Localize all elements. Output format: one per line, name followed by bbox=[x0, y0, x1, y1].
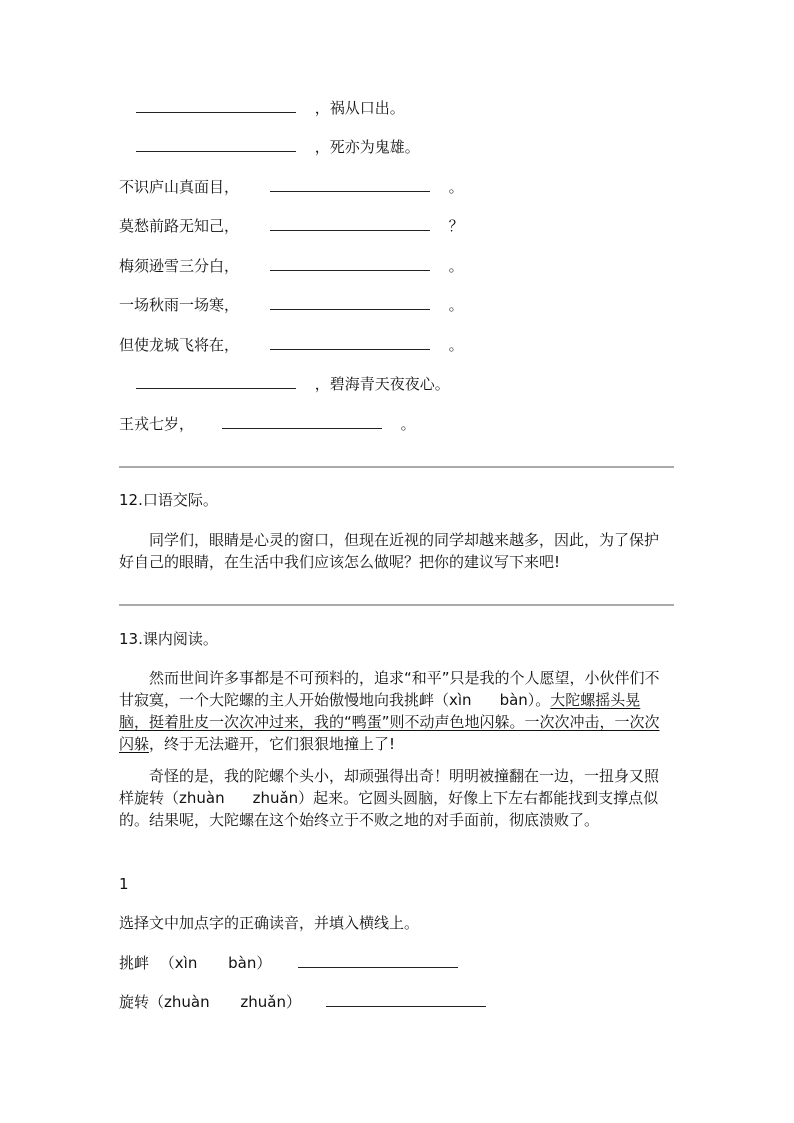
item-word: 旋转 bbox=[119, 993, 150, 1011]
poem-suffix: ？ bbox=[448, 217, 464, 235]
poem-prefix: 莫愁前路无知己， bbox=[119, 217, 240, 235]
poem-prefix: 但使龙城飞将在， bbox=[119, 336, 240, 354]
answer-blank[interactable] bbox=[270, 295, 430, 310]
poem-prefix: 梅须逊雪三分白， bbox=[119, 257, 240, 275]
underlined-text: 大陀螺摇头晃脑，挺着肚皮一次次冲过来，我的“鸭蛋”则不动声色地闪躲。一次次冲击，一次次闪躲 bbox=[119, 691, 660, 753]
poem-suffix: ，碧海青天夜夜心。 bbox=[314, 375, 450, 393]
poem-line-2 bbox=[136, 137, 420, 157]
q13-title: 13.课内阅读。 bbox=[119, 630, 218, 648]
passage-text: ，终于无法避开，它们狠狠地撞上了! bbox=[149, 735, 396, 753]
poem-prefix: 王戎七岁， bbox=[119, 415, 195, 433]
poem-prefix: 一场秋雨一场寒， bbox=[119, 296, 240, 314]
answer-blank[interactable] bbox=[270, 216, 430, 231]
answer-blank[interactable] bbox=[136, 98, 296, 113]
answer-blank[interactable] bbox=[136, 374, 296, 389]
pinyin-item-2 bbox=[119, 992, 486, 1012]
answer-blank[interactable] bbox=[326, 992, 486, 1007]
section-divider bbox=[119, 466, 674, 468]
poem-line-8 bbox=[136, 374, 450, 394]
poem-line-3 bbox=[119, 177, 464, 197]
poem-suffix: ，祸从口出。 bbox=[314, 99, 405, 117]
passage-text: 然而世间许多事都是不可预料的，追求“和平”只是我的个人愿望，小伙伴们不甘寂寞，一个大陀螺的主人开始傲慢地向我挑衅（xìn bbox=[119, 669, 660, 709]
poem-suffix: 。 bbox=[448, 178, 464, 196]
poem-line-6 bbox=[119, 295, 464, 315]
answer-blank[interactable] bbox=[136, 137, 296, 152]
poem-line-7 bbox=[119, 335, 464, 355]
pinyin-option: （xìn bbox=[159, 954, 198, 972]
answer-blank[interactable] bbox=[270, 335, 430, 350]
pinyin-item-1 bbox=[119, 953, 458, 973]
poem-prefix: 不识庐山真面目， bbox=[119, 178, 240, 196]
passage-text: bàn）。 bbox=[499, 691, 551, 709]
item-word: 挑衅 bbox=[119, 954, 150, 972]
passage-text: 奇怪的是，我的陀螺个头小，却顽强得出奇！明明被撞翻在一边，一扭身又照样旋转（zhuàn bbox=[119, 767, 660, 807]
answer-blank[interactable] bbox=[270, 256, 430, 271]
poem-suffix: 。 bbox=[448, 336, 464, 354]
sub-question-number: 1 bbox=[119, 875, 129, 893]
poem-suffix: 。 bbox=[448, 296, 464, 314]
q12-text: 同学们，眼睛是心灵的窗口，但现在近视的同学却越来越多，因此，为了保护好自己的眼睛，在生活中我们应该怎么做呢？把你的建议写下来吧! bbox=[119, 531, 660, 571]
passage-text: zhuǎn）起来。它圆头圆脑，好像上下左右都能找到支撑点似的。结果呢，大陀螺在这个始终立于不败之地的对手面前，彻底溃败了。 bbox=[119, 789, 659, 829]
answer-blank[interactable] bbox=[270, 177, 430, 192]
poem-line-1 bbox=[136, 98, 405, 118]
answer-blank[interactable] bbox=[222, 414, 382, 429]
poem-suffix: 。 bbox=[448, 257, 464, 275]
q12-title: 12.口语交际。 bbox=[119, 491, 218, 509]
section-divider bbox=[119, 604, 674, 606]
poem-line-4 bbox=[119, 216, 464, 236]
poem-suffix: 。 bbox=[400, 415, 416, 433]
poem-line-9 bbox=[119, 414, 416, 434]
sub-question-instruction: 选择文中加点字的正确读音，并填入横线上。 bbox=[119, 914, 420, 932]
answer-blank[interactable] bbox=[298, 953, 458, 968]
q13-passage-p1 bbox=[119, 667, 667, 755]
pinyin-option: bàn） bbox=[228, 954, 272, 972]
poem-line-5 bbox=[119, 256, 464, 276]
q13-passage-p2 bbox=[119, 765, 667, 831]
poem-suffix: ，死亦为鬼雄。 bbox=[314, 138, 420, 156]
pinyin-option: zhuǎn） bbox=[240, 993, 301, 1011]
pinyin-option: （zhuàn bbox=[149, 993, 210, 1011]
